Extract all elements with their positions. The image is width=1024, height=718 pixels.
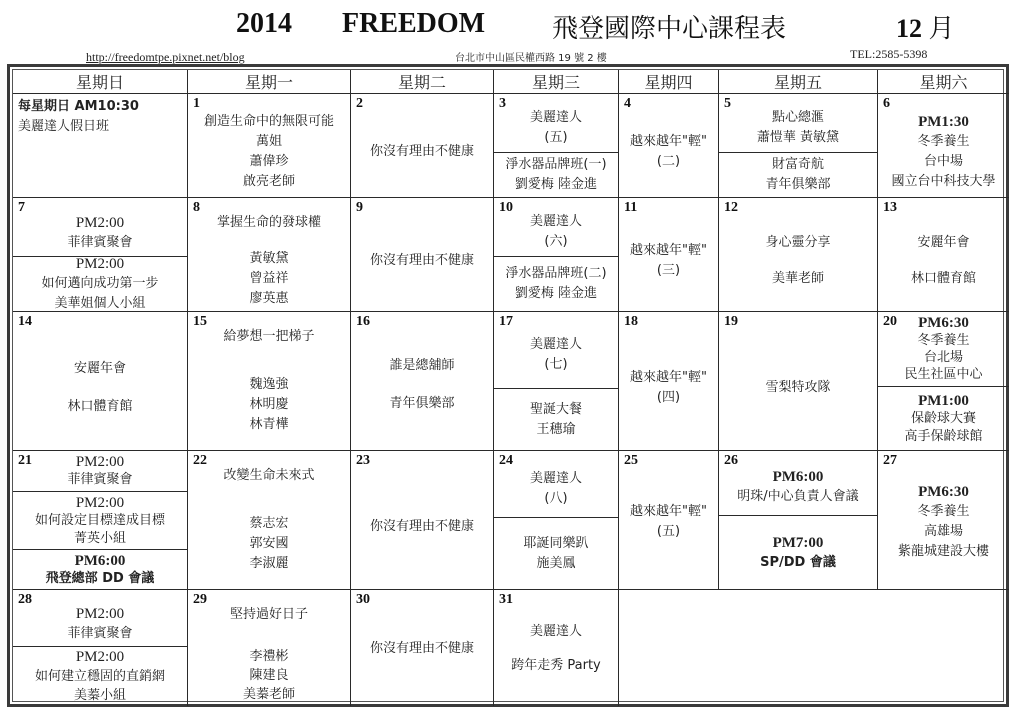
event-title: SP/DD 會議 xyxy=(760,554,836,570)
event-session: (二) xyxy=(656,154,681,169)
telephone: TEL:2585-5398 xyxy=(850,47,928,61)
event-location: 台中場 xyxy=(923,154,963,169)
event-title: 飛登總部 DD 會議 xyxy=(45,570,155,586)
event-title: 跨年走秀 Party xyxy=(511,658,601,673)
day-cell-22[interactable] xyxy=(188,451,351,590)
day-cell-5[interactable] xyxy=(719,94,878,198)
day-cell-19[interactable] xyxy=(719,312,878,451)
event-title: 安麗年會 xyxy=(917,235,970,250)
event-title: 冬季養生 xyxy=(917,503,970,519)
speaker: 劉愛梅 陸金進 xyxy=(514,177,598,192)
event-time: PM2:00 xyxy=(75,606,125,622)
organizer: 美蓁小組 xyxy=(73,688,126,703)
event-title: 美麗達人 xyxy=(529,624,582,639)
speaker: 劉愛梅 陸金進 xyxy=(514,286,598,301)
event-title: 越來越年"輕" xyxy=(630,243,707,258)
day-cell-30[interactable] xyxy=(351,590,494,706)
day-cell-29[interactable] xyxy=(188,590,351,706)
event-title: 淨水器品牌班(一) xyxy=(505,157,607,172)
weekday-header-mon: 星期一 xyxy=(188,70,351,94)
event-title: 越來越年"輕" xyxy=(630,134,707,149)
event-title: 明珠/中心負責人會議 xyxy=(737,489,859,504)
day-number: 27 xyxy=(883,453,897,468)
weekday-header-wed: 星期三 xyxy=(494,70,619,94)
organizer: 美華姐個人小組 xyxy=(54,296,146,311)
day-cell-8[interactable] xyxy=(188,198,351,312)
day-cell-12[interactable] xyxy=(719,198,878,312)
day-number: 18 xyxy=(624,314,638,329)
speaker: 李淑麗 xyxy=(249,556,289,571)
day-number: 21 xyxy=(18,453,32,468)
speaker: 蔡志宏 xyxy=(249,516,289,531)
day-cell-23[interactable] xyxy=(351,451,494,590)
day-cell-4[interactable] xyxy=(619,94,719,198)
day-cell-25[interactable] xyxy=(619,451,719,590)
event-title: 改變生命未來式 xyxy=(223,468,315,483)
day-number: 16 xyxy=(356,314,370,329)
event-time: PM2:00 xyxy=(75,454,125,470)
event-title: 美麗達人 xyxy=(529,337,582,352)
event-time: PM2:00 xyxy=(75,649,125,665)
day-cell-3[interactable] xyxy=(494,94,619,198)
empty-cell xyxy=(619,590,1009,706)
event-title: 身心靈分享 xyxy=(765,235,831,250)
speaker: 蕭愷華 黃敏黛 xyxy=(756,130,840,145)
event-title: 菲律賓聚會 xyxy=(67,472,133,487)
speaker: 美華老師 xyxy=(771,271,824,286)
speaker: 廖英惠 xyxy=(249,291,289,306)
event-venue: 民生社區中心 xyxy=(904,367,983,382)
event-time: PM6:30 xyxy=(918,315,969,331)
event-venue: 林口體育館 xyxy=(67,398,133,414)
year-heading: 2014 xyxy=(236,8,292,39)
day-number: 17 xyxy=(499,314,513,329)
day-number: 9 xyxy=(356,200,363,215)
event-title: 菲律賓聚會 xyxy=(67,235,133,250)
month-number: 12 xyxy=(896,14,922,43)
event-time: PM6:00 xyxy=(772,469,824,485)
speaker: 曾益祥 xyxy=(249,271,289,286)
sunday-note-time: 每星期日 AM10:30 xyxy=(18,99,139,114)
event-title: 聖誕大餐 xyxy=(529,401,582,417)
event-title: 淨水器品牌班(二) xyxy=(505,266,607,281)
day-number: 22 xyxy=(193,453,207,468)
weekday-header-sun: 星期日 xyxy=(13,70,188,94)
page-title: 飛登國際中心課程表 xyxy=(552,14,787,44)
day-number: 4 xyxy=(624,96,631,111)
event-title: 冬季養生 xyxy=(917,134,970,149)
day-number: 20 xyxy=(883,314,897,329)
event-time: PM1:00 xyxy=(918,392,969,409)
day-cell-9[interactable] xyxy=(351,198,494,312)
event-title: 點心總滙 xyxy=(771,110,824,125)
day-cell-27[interactable] xyxy=(878,451,1009,590)
event-time: PM6:30 xyxy=(918,483,969,500)
event-venue: 紫龍城建設大樓 xyxy=(897,543,989,559)
event-venue: 高手保齡球館 xyxy=(904,428,983,444)
organizer: 青年俱樂部 xyxy=(765,177,831,192)
speaker: 蕭偉珍 xyxy=(249,154,289,169)
event-time: PM6:00 xyxy=(74,552,126,569)
day-cell-15[interactable] xyxy=(188,312,351,451)
day-cell-26[interactable] xyxy=(719,451,878,590)
day-cell-7[interactable] xyxy=(13,198,188,312)
event-session: (八) xyxy=(544,491,568,506)
day-cell-2[interactable] xyxy=(351,94,494,198)
event-title: 你沒有理由不健康 xyxy=(369,253,474,268)
event-time: PM1:30 xyxy=(918,114,969,130)
day-number: 3 xyxy=(499,96,506,111)
event-title: 冬季養生 xyxy=(917,333,970,348)
organizer: 菁英小組 xyxy=(73,530,126,546)
event-time: PM2:00 xyxy=(75,494,125,511)
event-title: 美麗達人 xyxy=(529,110,582,125)
day-cell-20[interactable] xyxy=(878,312,1009,451)
event-title: 雪梨特攻隊 xyxy=(765,379,831,395)
event-session: (六) xyxy=(544,234,568,249)
day-number: 6 xyxy=(883,96,890,111)
speaker: 黃敏黛 xyxy=(249,251,289,266)
day-cell-6[interactable] xyxy=(878,94,1009,198)
event-title: 安麗年會 xyxy=(73,360,126,376)
speaker: 王穗瑜 xyxy=(536,421,576,437)
event-title: 你沒有理由不健康 xyxy=(369,518,474,534)
day-cell-13[interactable] xyxy=(878,198,1009,312)
month-heading xyxy=(896,8,955,45)
event-title: 保齡球大賽 xyxy=(910,410,976,426)
day-number: 12 xyxy=(724,200,738,215)
speaker: 美蓁老師 xyxy=(242,686,295,702)
day-number: 28 xyxy=(18,592,32,607)
day-cell-11[interactable] xyxy=(619,198,719,312)
day-number: 2 xyxy=(356,96,363,111)
event-session: (四) xyxy=(656,389,681,405)
event-time: PM2:00 xyxy=(75,256,125,272)
day-cell-31[interactable] xyxy=(494,590,619,706)
day-number: 29 xyxy=(193,592,207,607)
day-number: 30 xyxy=(356,592,370,607)
day-number: 31 xyxy=(499,592,513,607)
event-title: 財富奇航 xyxy=(771,157,824,172)
day-cell-18[interactable] xyxy=(619,312,719,451)
day-cell-1[interactable] xyxy=(188,94,351,198)
day-number: 26 xyxy=(724,453,738,468)
day-number: 13 xyxy=(883,200,897,215)
event-title: 如何建立穩固的直銷網 xyxy=(34,669,165,684)
day-cell-10[interactable] xyxy=(494,198,619,312)
day-number: 10 xyxy=(499,200,513,215)
event-session: (五) xyxy=(656,523,681,539)
day-cell-21[interactable] xyxy=(13,451,188,590)
speaker: 林青樺 xyxy=(249,417,289,432)
event-session: (七) xyxy=(544,357,568,372)
event-location: 高雄場 xyxy=(923,523,963,539)
speaker: 李禮彬 xyxy=(249,648,289,664)
event-title: 菲律賓聚會 xyxy=(67,626,133,641)
event-time: PM2:00 xyxy=(75,215,125,231)
day-cell-14[interactable] xyxy=(13,312,188,451)
day-cell-sunday-note[interactable] xyxy=(13,94,188,198)
sunday-note-event: 美麗達人假日班 xyxy=(18,119,110,134)
day-number: 7 xyxy=(18,200,25,215)
event-venue: 林口體育館 xyxy=(910,271,976,286)
speaker: 魏逸強 xyxy=(249,377,289,392)
day-cell-16[interactable] xyxy=(351,312,494,451)
event-title: 誰是總舖師 xyxy=(389,358,455,373)
weekday-header-tue: 星期二 xyxy=(351,70,494,94)
event-title: 給夢想一把梯子 xyxy=(223,329,315,344)
day-number: 14 xyxy=(18,314,32,329)
event-title: 美麗達人 xyxy=(529,471,582,486)
event-title: 創造生命中的無限可能 xyxy=(203,114,334,129)
event-title: 你沒有理由不健康 xyxy=(369,144,474,159)
event-session: (五) xyxy=(544,130,568,145)
day-number: 24 xyxy=(499,453,513,468)
weekday-header-fri: 星期五 xyxy=(719,70,878,94)
day-number: 25 xyxy=(624,453,638,468)
organizer: 青年俱樂部 xyxy=(389,396,455,411)
blog-link[interactable]: http://freedomtpe.pixnet.net/blog xyxy=(86,50,245,64)
day-number: 15 xyxy=(193,314,207,329)
calendar-table xyxy=(7,64,1009,707)
event-location: 台北場 xyxy=(923,350,963,365)
event-title: 越來越年"輕" xyxy=(630,503,707,519)
month-suffix: 月 xyxy=(928,14,955,44)
event-title: 如何設定目標達成目標 xyxy=(34,512,165,528)
weekday-header-thu: 星期四 xyxy=(619,70,719,94)
speaker: 林明慶 xyxy=(249,397,289,412)
weekday-header-sat: 星期六 xyxy=(878,70,1009,94)
event-title: 美麗達人 xyxy=(529,214,582,229)
speaker: 萬姐 xyxy=(255,134,282,149)
day-number: 1 xyxy=(193,96,200,111)
speaker: 郭安國 xyxy=(249,536,289,551)
event-title: 掌握生命的發球權 xyxy=(216,215,321,230)
event-title: 堅持過好日子 xyxy=(229,607,308,622)
day-number: 19 xyxy=(724,314,738,329)
day-cell-28[interactable] xyxy=(13,590,188,706)
event-session: (三) xyxy=(656,263,681,278)
event-time: PM7:00 xyxy=(772,534,824,551)
event-venue: 國立台中科技大學 xyxy=(891,174,996,189)
address: 台北市中山區民權西路 19 號 2 樓 xyxy=(455,53,607,64)
day-cell-24[interactable] xyxy=(494,451,619,590)
day-cell-17[interactable] xyxy=(494,312,619,451)
day-number: 8 xyxy=(193,200,200,215)
brand-heading: FREEDOM xyxy=(342,8,486,39)
speaker: 陳建良 xyxy=(249,667,289,683)
speaker: 啟亮老師 xyxy=(242,174,295,189)
day-number: 11 xyxy=(624,200,638,215)
speaker: 施美鳳 xyxy=(536,555,576,571)
day-number: 23 xyxy=(356,453,370,468)
calendar-grid xyxy=(12,69,1004,702)
day-number: 5 xyxy=(724,96,731,111)
event-title: 越來越年"輕" xyxy=(630,369,707,385)
event-title: 你沒有理由不健康 xyxy=(369,641,474,656)
event-title: 如何邁向成功第一步 xyxy=(41,276,159,291)
event-title: 耶誕同樂趴 xyxy=(523,535,589,551)
